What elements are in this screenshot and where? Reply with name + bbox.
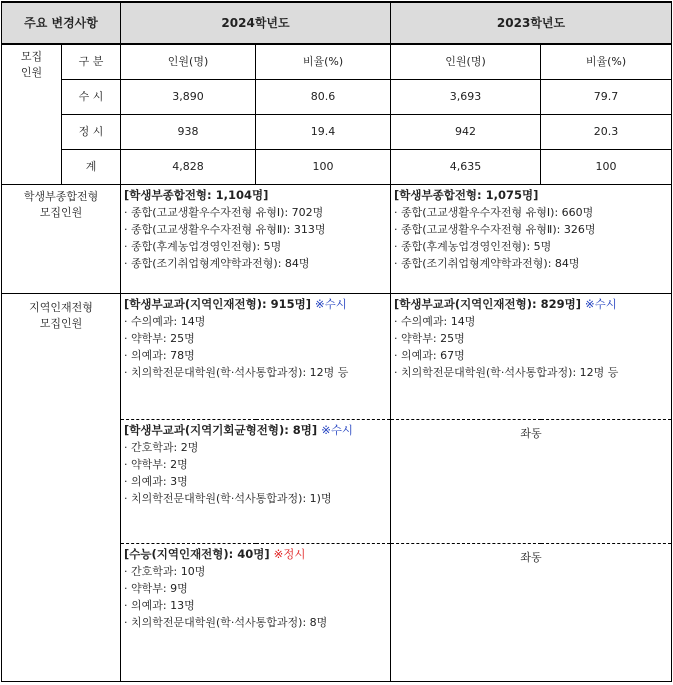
list-item: · 수의예과: 14명 xyxy=(394,314,476,328)
note-badge: ※수시 xyxy=(584,296,617,311)
recruit-n24: 4,828 xyxy=(121,149,256,184)
list-item: · 종합(조기취업형계약학과전형): 84명 xyxy=(394,256,580,270)
regional-block3-2024 xyxy=(121,543,391,681)
list-item: · 약학부: 25명 xyxy=(394,331,465,345)
recruit-p23: 100 xyxy=(541,149,672,184)
note-badge: ※정시 xyxy=(273,546,306,561)
regional-label-line2: 모집인원 xyxy=(39,316,83,330)
comprehensive-label-line2: 모집인원 xyxy=(39,205,83,219)
recruit-n24: 3,890 xyxy=(121,79,256,114)
regional-block2-2024 xyxy=(121,419,391,543)
recruit-p23: 20.3 xyxy=(541,114,672,149)
block-title-text: [수능(지역인재전형): 40명] xyxy=(124,546,270,561)
list-item: · 약학부: 2명 xyxy=(124,457,188,471)
list-item: · 약학부: 25명 xyxy=(124,331,195,345)
recruit-p24: 80.6 xyxy=(256,79,391,114)
block-title xyxy=(124,422,387,439)
regional-label xyxy=(2,293,121,681)
comprehensive-label-line1: 학생부종합전형 xyxy=(23,189,99,203)
comprehensive-2023 xyxy=(391,184,672,293)
regional-block2-2023-same: 좌동 xyxy=(391,419,672,543)
recruit-p23: 79.7 xyxy=(541,79,672,114)
regional-block1-2023 xyxy=(391,293,672,419)
list-item: · 종합(고교생활우수자전형 유형Ⅰ): 702명 xyxy=(124,205,324,219)
block-title xyxy=(124,546,387,563)
recruit-n23: 4,635 xyxy=(391,149,541,184)
block-title xyxy=(124,296,387,313)
regional-block1-2024 xyxy=(121,293,391,419)
list-item: · 의예과: 13명 xyxy=(124,598,195,612)
recruit-n24: 938 xyxy=(121,114,256,149)
header-key-changes: 주요 변경사항 xyxy=(2,2,121,44)
list-item: · 종합(고교생활우수자전형 유형Ⅱ): 313명 xyxy=(124,222,326,236)
block-title-text: [학생부교과(지역인재전형): 915명] xyxy=(124,296,311,311)
regional-label-line1: 지역인재전형 xyxy=(29,300,93,314)
block-title-text: [학생부교과(지역인재전형): 829명] xyxy=(394,296,581,311)
recruit-n23: 942 xyxy=(391,114,541,149)
comprehensive-2024 xyxy=(121,184,391,293)
recruit-n23: 인원(명) xyxy=(391,44,541,79)
recruit-label xyxy=(2,44,62,184)
recruit-label-line1: 모집 xyxy=(20,50,43,63)
recruit-p24: 비율(%) xyxy=(256,44,391,79)
list-item: · 종합(후계농업경영인전형): 5명 xyxy=(124,239,282,253)
comprehensive-label xyxy=(2,184,121,293)
block-title xyxy=(394,296,668,313)
block-title: [학생부종합전형: 1,075명] xyxy=(394,187,539,202)
recruit-type: 수 시 xyxy=(62,79,121,114)
list-item: · 치의학전문대학원(학·석사통합과정): 8명 xyxy=(124,615,328,629)
recruit-p23: 비율(%) xyxy=(541,44,672,79)
header-2023: 2023학년도 xyxy=(391,2,672,44)
list-item: · 의예과: 3명 xyxy=(124,474,188,488)
list-item: · 간호학과: 10명 xyxy=(124,564,206,578)
list-item: · 의예과: 78명 xyxy=(124,348,195,362)
regional-block3-2023-same: 좌동 xyxy=(391,543,672,681)
list-item: · 종합(고교생활우수자전형 유형Ⅱ): 326명 xyxy=(394,222,596,236)
note-badge: ※수시 xyxy=(321,422,354,437)
recruit-p24: 100 xyxy=(256,149,391,184)
recruit-type: 구 분 xyxy=(62,44,121,79)
list-item: · 치의학전문대학원(학·석사통합과정): 12명 등 xyxy=(394,365,619,379)
header-2024: 2024학년도 xyxy=(121,2,391,44)
list-item: · 간호학과: 2명 xyxy=(124,440,199,454)
block-title: [학생부종합전형: 1,104명] xyxy=(124,187,269,202)
list-item: · 종합(조기취업형계약학과전형): 84명 xyxy=(124,256,310,270)
changes-table xyxy=(1,1,672,682)
list-item: · 수의예과: 14명 xyxy=(124,314,206,328)
block-title-text: [학생부교과(지역기회균형전형): 8명] xyxy=(124,422,318,437)
list-item: · 치의학전문대학원(학·석사통합과정): 12명 등 xyxy=(124,365,349,379)
list-item: · 종합(후계농업경영인전형): 5명 xyxy=(394,239,552,253)
list-item: · 종합(고교생활우수자전형 유형Ⅰ): 660명 xyxy=(394,205,594,219)
recruit-label-line2: 인원 xyxy=(20,66,43,79)
recruit-type: 정 시 xyxy=(62,114,121,149)
note-badge: ※수시 xyxy=(314,296,347,311)
list-item: · 의예과: 67명 xyxy=(394,348,465,362)
list-item: · 치의학전문대학원(학·석사통합과정): 1)명 xyxy=(124,491,332,505)
recruit-type: 계 xyxy=(62,149,121,184)
recruit-p24: 19.4 xyxy=(256,114,391,149)
list-item: · 약학부: 9명 xyxy=(124,581,188,595)
recruit-n23: 3,693 xyxy=(391,79,541,114)
recruit-n24: 인원(명) xyxy=(121,44,256,79)
